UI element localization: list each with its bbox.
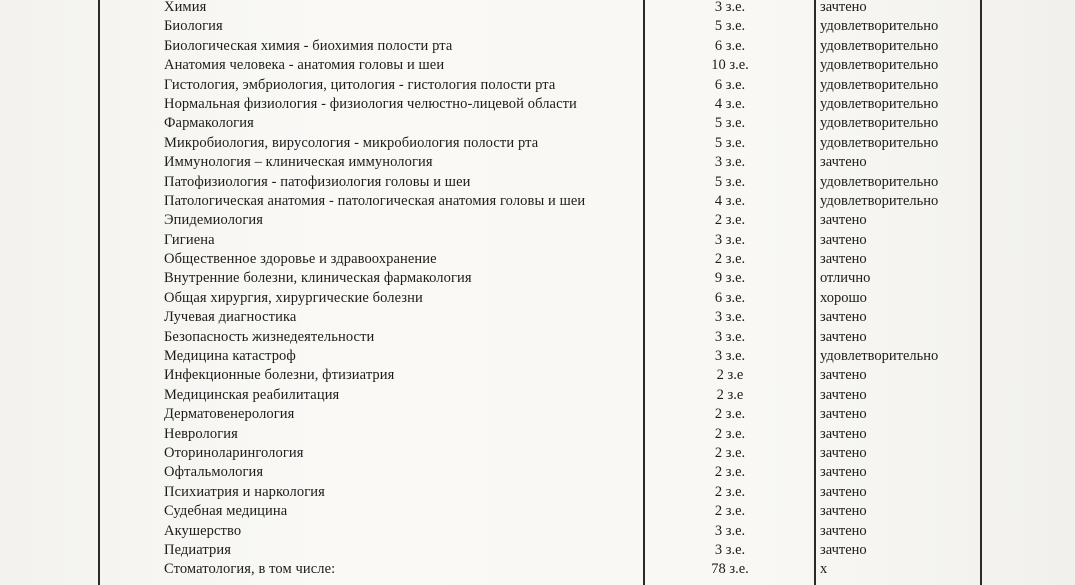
credits-value: 3 з.е. — [714, 328, 746, 345]
credits-value: 3 з.е. — [714, 0, 746, 15]
table-row — [0, 502, 1075, 521]
grade-value: зачтено — [820, 483, 867, 500]
credits-value: 6 з.е. — [714, 76, 746, 93]
table-row — [0, 444, 1075, 463]
credits-value: 2 з.е. — [714, 406, 746, 423]
subject-name: Эпидемиология — [164, 212, 264, 229]
subject-name: Лучевая диагностика — [164, 309, 297, 326]
subject-name: Гигиена — [164, 231, 215, 248]
table-row — [0, 192, 1075, 211]
credits-value: 3 з.е. — [714, 154, 746, 171]
grade-value: удовлетворительно — [820, 173, 939, 190]
table-row — [0, 425, 1075, 444]
table-row — [0, 463, 1075, 482]
table-row — [0, 17, 1075, 36]
credits-value: 3 з.е. — [714, 231, 746, 248]
table-row — [0, 308, 1075, 327]
credits-value: 2 з.е. — [714, 503, 746, 520]
subject-name: Общественное здоровье и здравоохранение — [164, 251, 437, 268]
table-row — [0, 386, 1075, 405]
credits-value: 2 з.е. — [714, 444, 746, 461]
grade-value: зачтено — [820, 386, 867, 403]
credits-value: 5 з.е. — [714, 173, 746, 190]
grade-value: удовлетворительно — [820, 115, 939, 132]
table-row — [0, 541, 1075, 560]
subject-name: Микробиология, вирусология - микробиология полости рта — [164, 134, 539, 151]
grade-value: зачтено — [820, 425, 867, 442]
subject-name: Патологическая анатомия - патологическая анатомия головы и шеи — [164, 192, 586, 209]
grade-value: зачтено — [820, 309, 867, 326]
grade-value: отлично — [820, 270, 871, 287]
credits-value: 2 з.е — [716, 386, 744, 403]
table-row — [0, 522, 1075, 541]
grade-value: зачтено — [820, 522, 867, 539]
subject-name: Акушерство — [164, 522, 242, 539]
table-row — [0, 231, 1075, 250]
subject-name: Оториноларингология — [164, 444, 304, 461]
grade-value: зачтено — [820, 231, 867, 248]
subject-name: Дерматовенерология — [164, 406, 295, 423]
subject-name: Биологическая химия - биохимия полости рта — [164, 37, 453, 54]
subject-name: Общая хирургия, хирургические болезни — [164, 289, 423, 306]
credits-value: 2 з.е. — [714, 212, 746, 229]
grade-value: зачтено — [820, 444, 867, 461]
subject-name: Гистология, эмбриология, цитология - гистология полости рта — [164, 76, 556, 93]
credits-value: 5 з.е. — [714, 134, 746, 151]
credits-value: 2 з.е. — [714, 251, 746, 268]
table-row — [0, 56, 1075, 75]
table-row — [0, 0, 1075, 17]
table-row — [0, 269, 1075, 288]
credits-value: 3 з.е. — [714, 309, 746, 326]
subject-name: Биология — [164, 18, 223, 35]
table-row — [0, 76, 1075, 95]
grade-value: зачтено — [820, 154, 867, 171]
credits-value: 9 з.е. — [714, 270, 746, 287]
grade-value: зачтено — [820, 464, 867, 481]
credits-value: 5 з.е. — [714, 115, 746, 132]
grade-value: удовлетворительно — [820, 348, 939, 365]
subject-name: Медицинская реабилитация — [164, 386, 340, 403]
credits-value: 6 з.е. — [714, 37, 746, 54]
subject-name: Стоматология, в том числе: — [164, 561, 336, 578]
subject-name: Анатомия человека - анатомия головы и шеи — [164, 57, 445, 74]
grade-value: зачтено — [820, 251, 867, 268]
table-row — [0, 37, 1075, 56]
table-row — [0, 134, 1075, 153]
grade-value: зачтено — [820, 212, 867, 229]
credits-value: 3 з.е. — [714, 348, 746, 365]
subject-name: Офтальмология — [164, 464, 264, 481]
grade-value: удовлетворительно — [820, 37, 939, 54]
credits-value: 2 з.е. — [714, 464, 746, 481]
table-row — [0, 114, 1075, 133]
credits-value: 6 з.е. — [714, 289, 746, 306]
grade-value: удовлетворительно — [820, 76, 939, 93]
credits-value: 3 з.е. — [714, 522, 746, 539]
subject-name: Судебная медицина — [164, 503, 288, 520]
subject-name: Фармакология — [164, 115, 254, 132]
grade-value: удовлетворительно — [820, 134, 939, 151]
grade-value: зачтено — [820, 503, 867, 520]
credits-value: 2 з.е. — [714, 425, 746, 442]
subject-name: Безопасность жизнедеятельности — [164, 328, 375, 345]
table-row — [0, 347, 1075, 366]
subject-name: Иммунология – клиническая иммунология — [164, 154, 433, 171]
grade-value: удовлетворительно — [820, 95, 939, 112]
grade-value: зачтено — [820, 328, 867, 345]
table-row — [0, 366, 1075, 385]
table-row — [0, 173, 1075, 192]
credits-value: 4 з.е. — [714, 95, 746, 112]
subject-name: Патофизиология - патофизиология головы и шеи — [164, 173, 471, 190]
subject-name: Психиатрия и наркология — [164, 483, 325, 500]
grade-value: хорошо — [820, 289, 867, 306]
table-row — [0, 483, 1075, 502]
grade-value: зачтено — [820, 367, 867, 384]
subject-name: Внутренние болезни, клиническая фармакология — [164, 270, 472, 287]
grade-value: зачтено — [820, 0, 867, 15]
table-row — [0, 289, 1075, 308]
grade-value: удовлетворительно — [820, 57, 939, 74]
subject-name: Неврология — [164, 425, 238, 442]
table-row — [0, 560, 1075, 579]
grade-value: удовлетворительно — [820, 18, 939, 35]
credits-value: 5 з.е. — [714, 18, 746, 35]
credits-value: 2 з.е — [716, 367, 744, 384]
subject-name: Медицина катастроф — [164, 348, 296, 365]
table-row — [0, 153, 1075, 172]
subject-name: Педиатрия — [164, 541, 232, 558]
grade-value: удовлетворительно — [820, 192, 939, 209]
table-row — [0, 405, 1075, 424]
credits-value: 4 з.е. — [714, 192, 746, 209]
subject-name: Инфекционные болезни, фтизиатрия — [164, 367, 395, 384]
credits-value: 10 з.е. — [711, 57, 749, 74]
subject-name: Химия — [164, 0, 207, 15]
grade-value: х — [820, 561, 828, 578]
grade-value: зачтено — [820, 406, 867, 423]
credits-value: 2 з.е. — [714, 483, 746, 500]
credits-value: 78 з.е. — [711, 561, 749, 578]
subject-name: Нормальная физиология - физиология челюстно-лицевой области — [164, 95, 577, 112]
grade-value: зачтено — [820, 541, 867, 558]
table-row — [0, 211, 1075, 230]
table-row — [0, 250, 1075, 269]
table-row — [0, 95, 1075, 114]
table-row — [0, 328, 1075, 347]
credits-value: 3 з.е. — [714, 541, 746, 558]
